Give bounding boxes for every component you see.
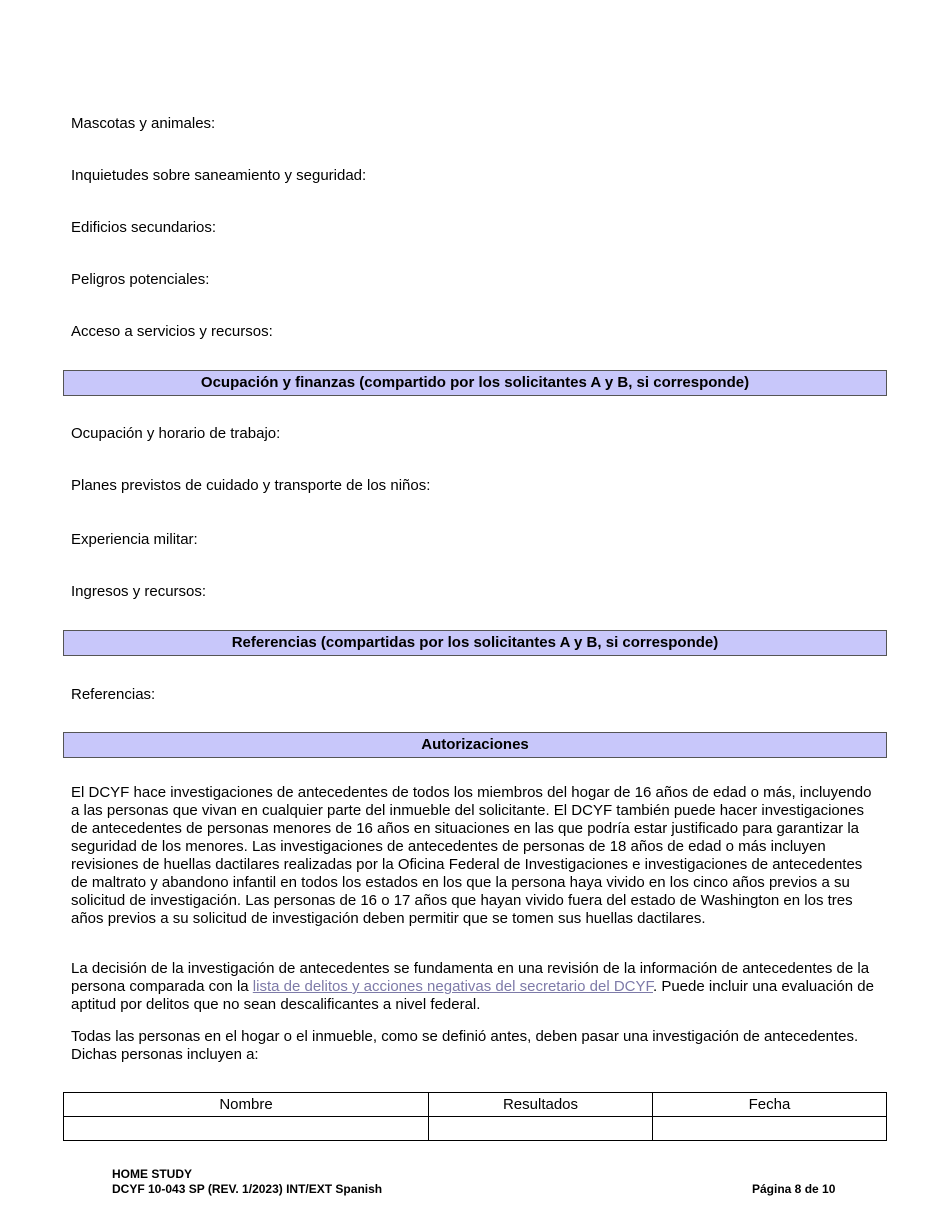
- field-hazards: Peligros potenciales:: [71, 271, 210, 288]
- section-header-occupation-finance: Ocupación y finanzas (compartido por los solicitantes A y B, si corresponde): [63, 370, 887, 396]
- field-references: Referencias:: [71, 686, 156, 703]
- column-header-name: Nombre: [64, 1093, 429, 1117]
- background-check-table: [63, 1092, 887, 1141]
- footer-form-number: DCYF 10-043 SP (REV. 1/2023) INT/EXT Spanish: [112, 1182, 383, 1196]
- authorization-paragraph-1: El DCYF hace investigaciones de antecedentes de todos los miembros del hogar de 16 años de edad o más, incluyendo a las personas que vivan en cualquier parte del inmueble del solicitante. El DCYF también puede hacer investigaciones de antecedentes de personas menores de 16 años en situaciones en las que podría estar justificado para garantizar la seguridad de los menores. Las investigaciones de antecedentes de personas de 18 años de edad o más incluyen revisiones de huellas dactilares realizadas por la Oficina Federal de Investigaciones e investigaciones de antecedentes de maltrato y abandono infantil en todos los estados en los que la persona haya vivido en los cinco años previos a su solicitud de investigación. Las personas de 16 o 17 años que hayan vivido fuera del estado de Washington en los tres años previos a su solicitud de investigación deben permitir que se tomen sus huellas dactilares.: [71, 784, 872, 927]
- field-services-access: Acceso a servicios y recursos:: [71, 323, 273, 340]
- cell-name-input[interactable]: [64, 1117, 429, 1141]
- section-header-references: Referencias (compartidas por los solicitantes A y B, si corresponde): [63, 630, 887, 656]
- field-sanitation: Inquietudes sobre saneamiento y seguridad:: [71, 167, 367, 184]
- field-outbuildings: Edificios secundarios:: [71, 219, 217, 236]
- field-occupation: Ocupación y horario de trabajo:: [71, 425, 281, 442]
- footer-title: HOME STUDY: [112, 1167, 193, 1181]
- field-childcare-plans: Planes previstos de cuidado y transporte de los niños:: [71, 477, 431, 494]
- field-military: Experiencia militar:: [71, 531, 198, 548]
- footer-form-info: [112, 1167, 382, 1197]
- paragraph-2-text-end: . Puede incluir una evaluación de aptitud por delitos que no sean descalificantes a nivel federal.: [71, 978, 874, 1013]
- table-row: [64, 1117, 887, 1141]
- column-header-results: Resultados: [429, 1093, 653, 1117]
- field-pets: Mascotas y animales:: [71, 115, 216, 132]
- authorization-paragraph-2: [71, 960, 881, 1014]
- field-income: Ingresos y recursos:: [71, 583, 207, 600]
- column-header-date: Fecha: [653, 1093, 887, 1117]
- cell-results-input[interactable]: [429, 1117, 653, 1141]
- footer-page-number: Página 8 de 10: [752, 1182, 836, 1196]
- paragraph-2-text-start: La decisión de la investigación de antecedentes se fundamenta en una revisión de la información de antecedentes de la persona comparada con la: [71, 960, 870, 995]
- section-header-authorizations: Autorizaciones: [63, 732, 887, 758]
- cell-date-input[interactable]: [653, 1117, 887, 1141]
- authorization-paragraph-3: Todas las personas en el hogar o el inmueble, como se definió antes, deben pasar una investigación de antecedentes. Dichas personas incluyen a:: [71, 1028, 859, 1063]
- table-header-row: [64, 1093, 887, 1117]
- offenses-list-link[interactable]: lista de delitos y acciones negativas del secretario del DCYF: [252, 978, 653, 995]
